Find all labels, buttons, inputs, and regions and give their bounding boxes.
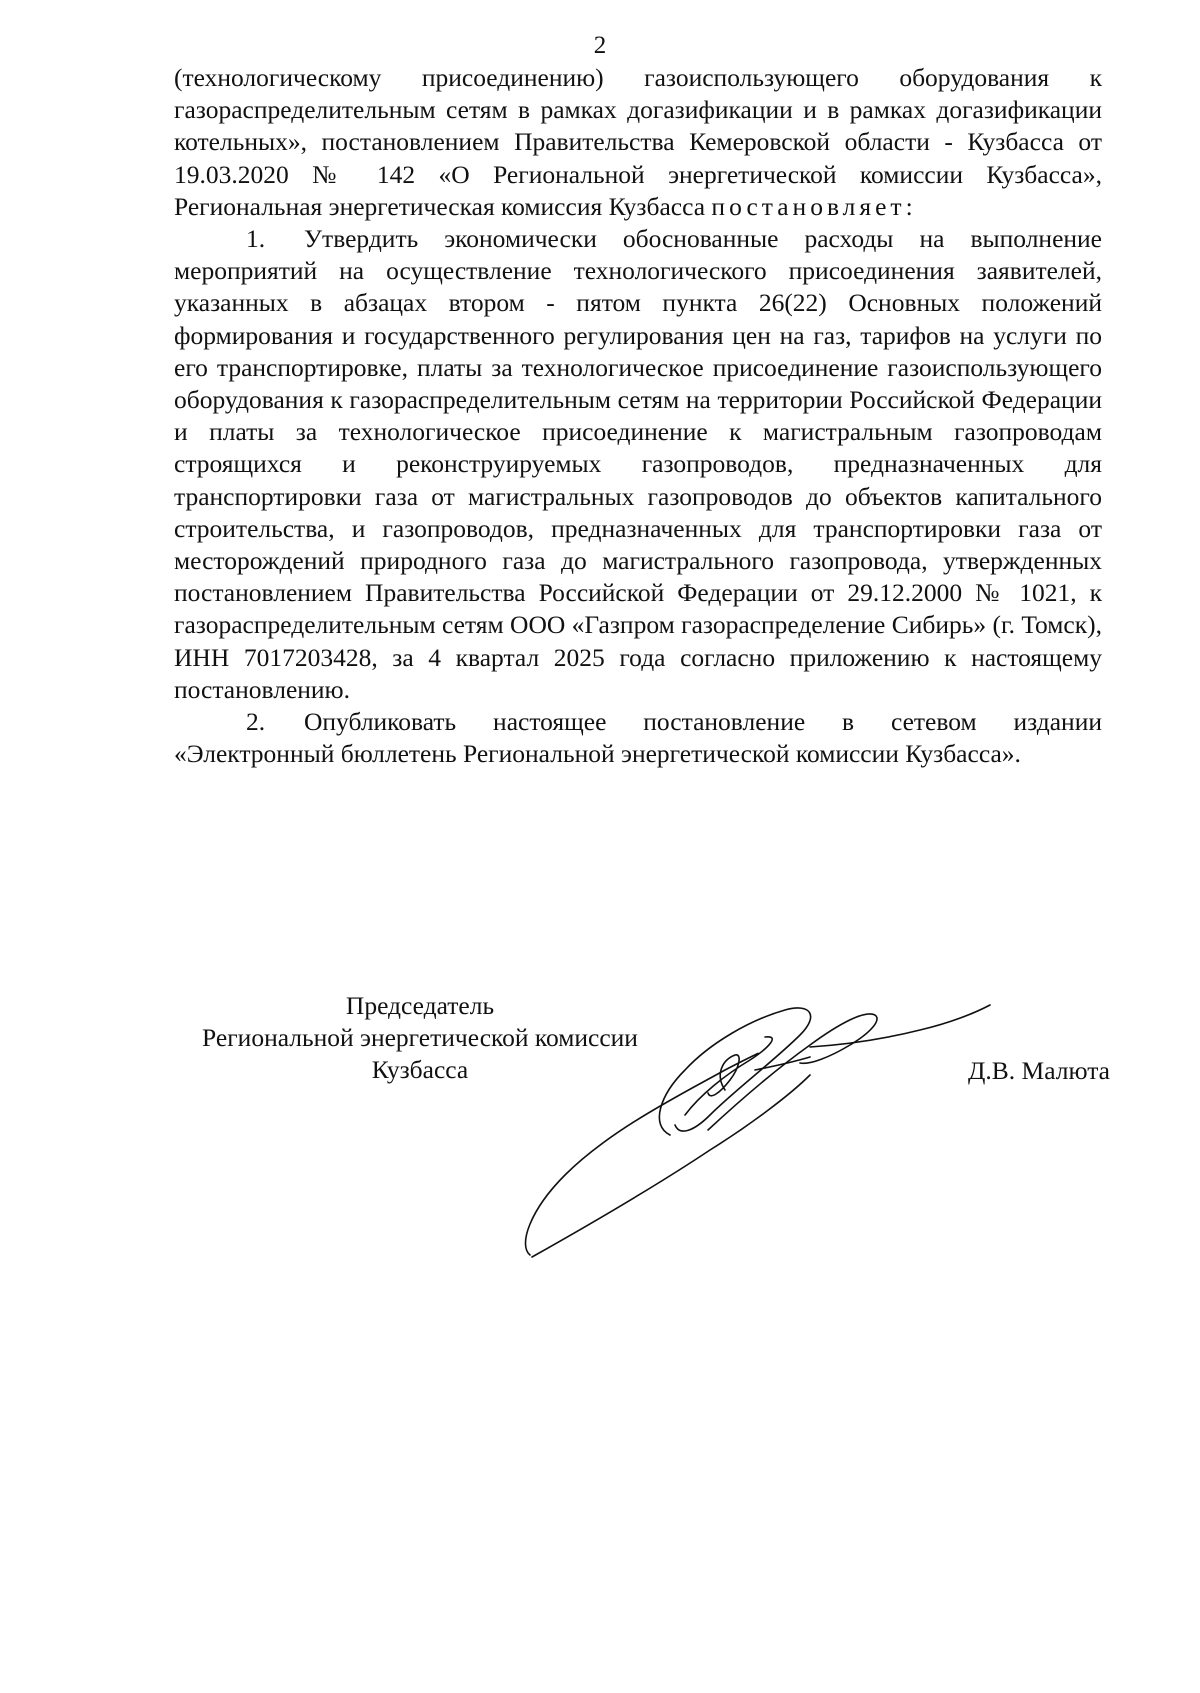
list-item-2 <box>174 706 1102 770</box>
page-number: 2 <box>593 32 607 59</box>
signatory-name: Д.В. Малюта <box>968 1056 1110 1085</box>
document-body <box>174 62 1102 770</box>
intro-colon: : <box>905 191 913 221</box>
list-item-text: Опубликовать настоящее постановление в сетевом издании «Электронный бюллетень Региональной энергетической комиссии Кузбасса». <box>174 707 1102 769</box>
resolves-word: постановляет <box>711 191 906 221</box>
signatory-organization: Региональной энергетической комиссии <box>202 1023 638 1052</box>
signatory-position: Председатель <box>345 991 495 1020</box>
list-item-1 <box>174 223 1102 706</box>
list-item-number: 1. <box>246 224 266 254</box>
signatory-region: Кузбасса <box>371 1055 469 1084</box>
intro-text: (технологическому присоединению) газоиспользующего оборудования к газораспределительным сетям в рамках догазификации и в рамках догазификации котельных», постановлением Правительства Кемеровской области - Кузбасса от 19.03.2020 № 142 «О Региональной энергетической комиссии Кузбасса», Региональная энергетическая комиссия Кузбасса <box>174 63 1102 221</box>
intro-paragraph <box>174 62 1102 223</box>
list-item-text: Утвердить экономически обоснованные расходы на выполнение мероприятий на осуществление технологического присоединения заявителей, указанных в абзацах втором - пятом пункта 26(22) Основных положений формирования и государственного регулирования цен на газ, тарифов на услуги по его транспортировке, платы за технологическое присоединение газоиспользующего оборудования к газораспределительным сетям на территории Российской Федерации и платы за технологическое присоединение к магистральным газопроводам строящихся и реконструируемых газопроводов, предназначенных для транспортировки газа от магистральных газопроводов до объектов капитального строительства, и газопроводов, предназначенных для транспортировки газа от месторождений природного газа до магистрального газопровода, утвержденных постановлением Правительства Российской Федерации от 29.12.2000 № 1021, к газораспределительным сетям ООО «Газпром газораспределение Сибирь» (г. Томск), ИНН 7017203428, за 4 квартал 2025 года согласно приложению к настоящему постановлению. <box>174 224 1102 704</box>
handwritten-signature <box>510 975 1030 1265</box>
list-item-number: 2. <box>246 707 266 737</box>
